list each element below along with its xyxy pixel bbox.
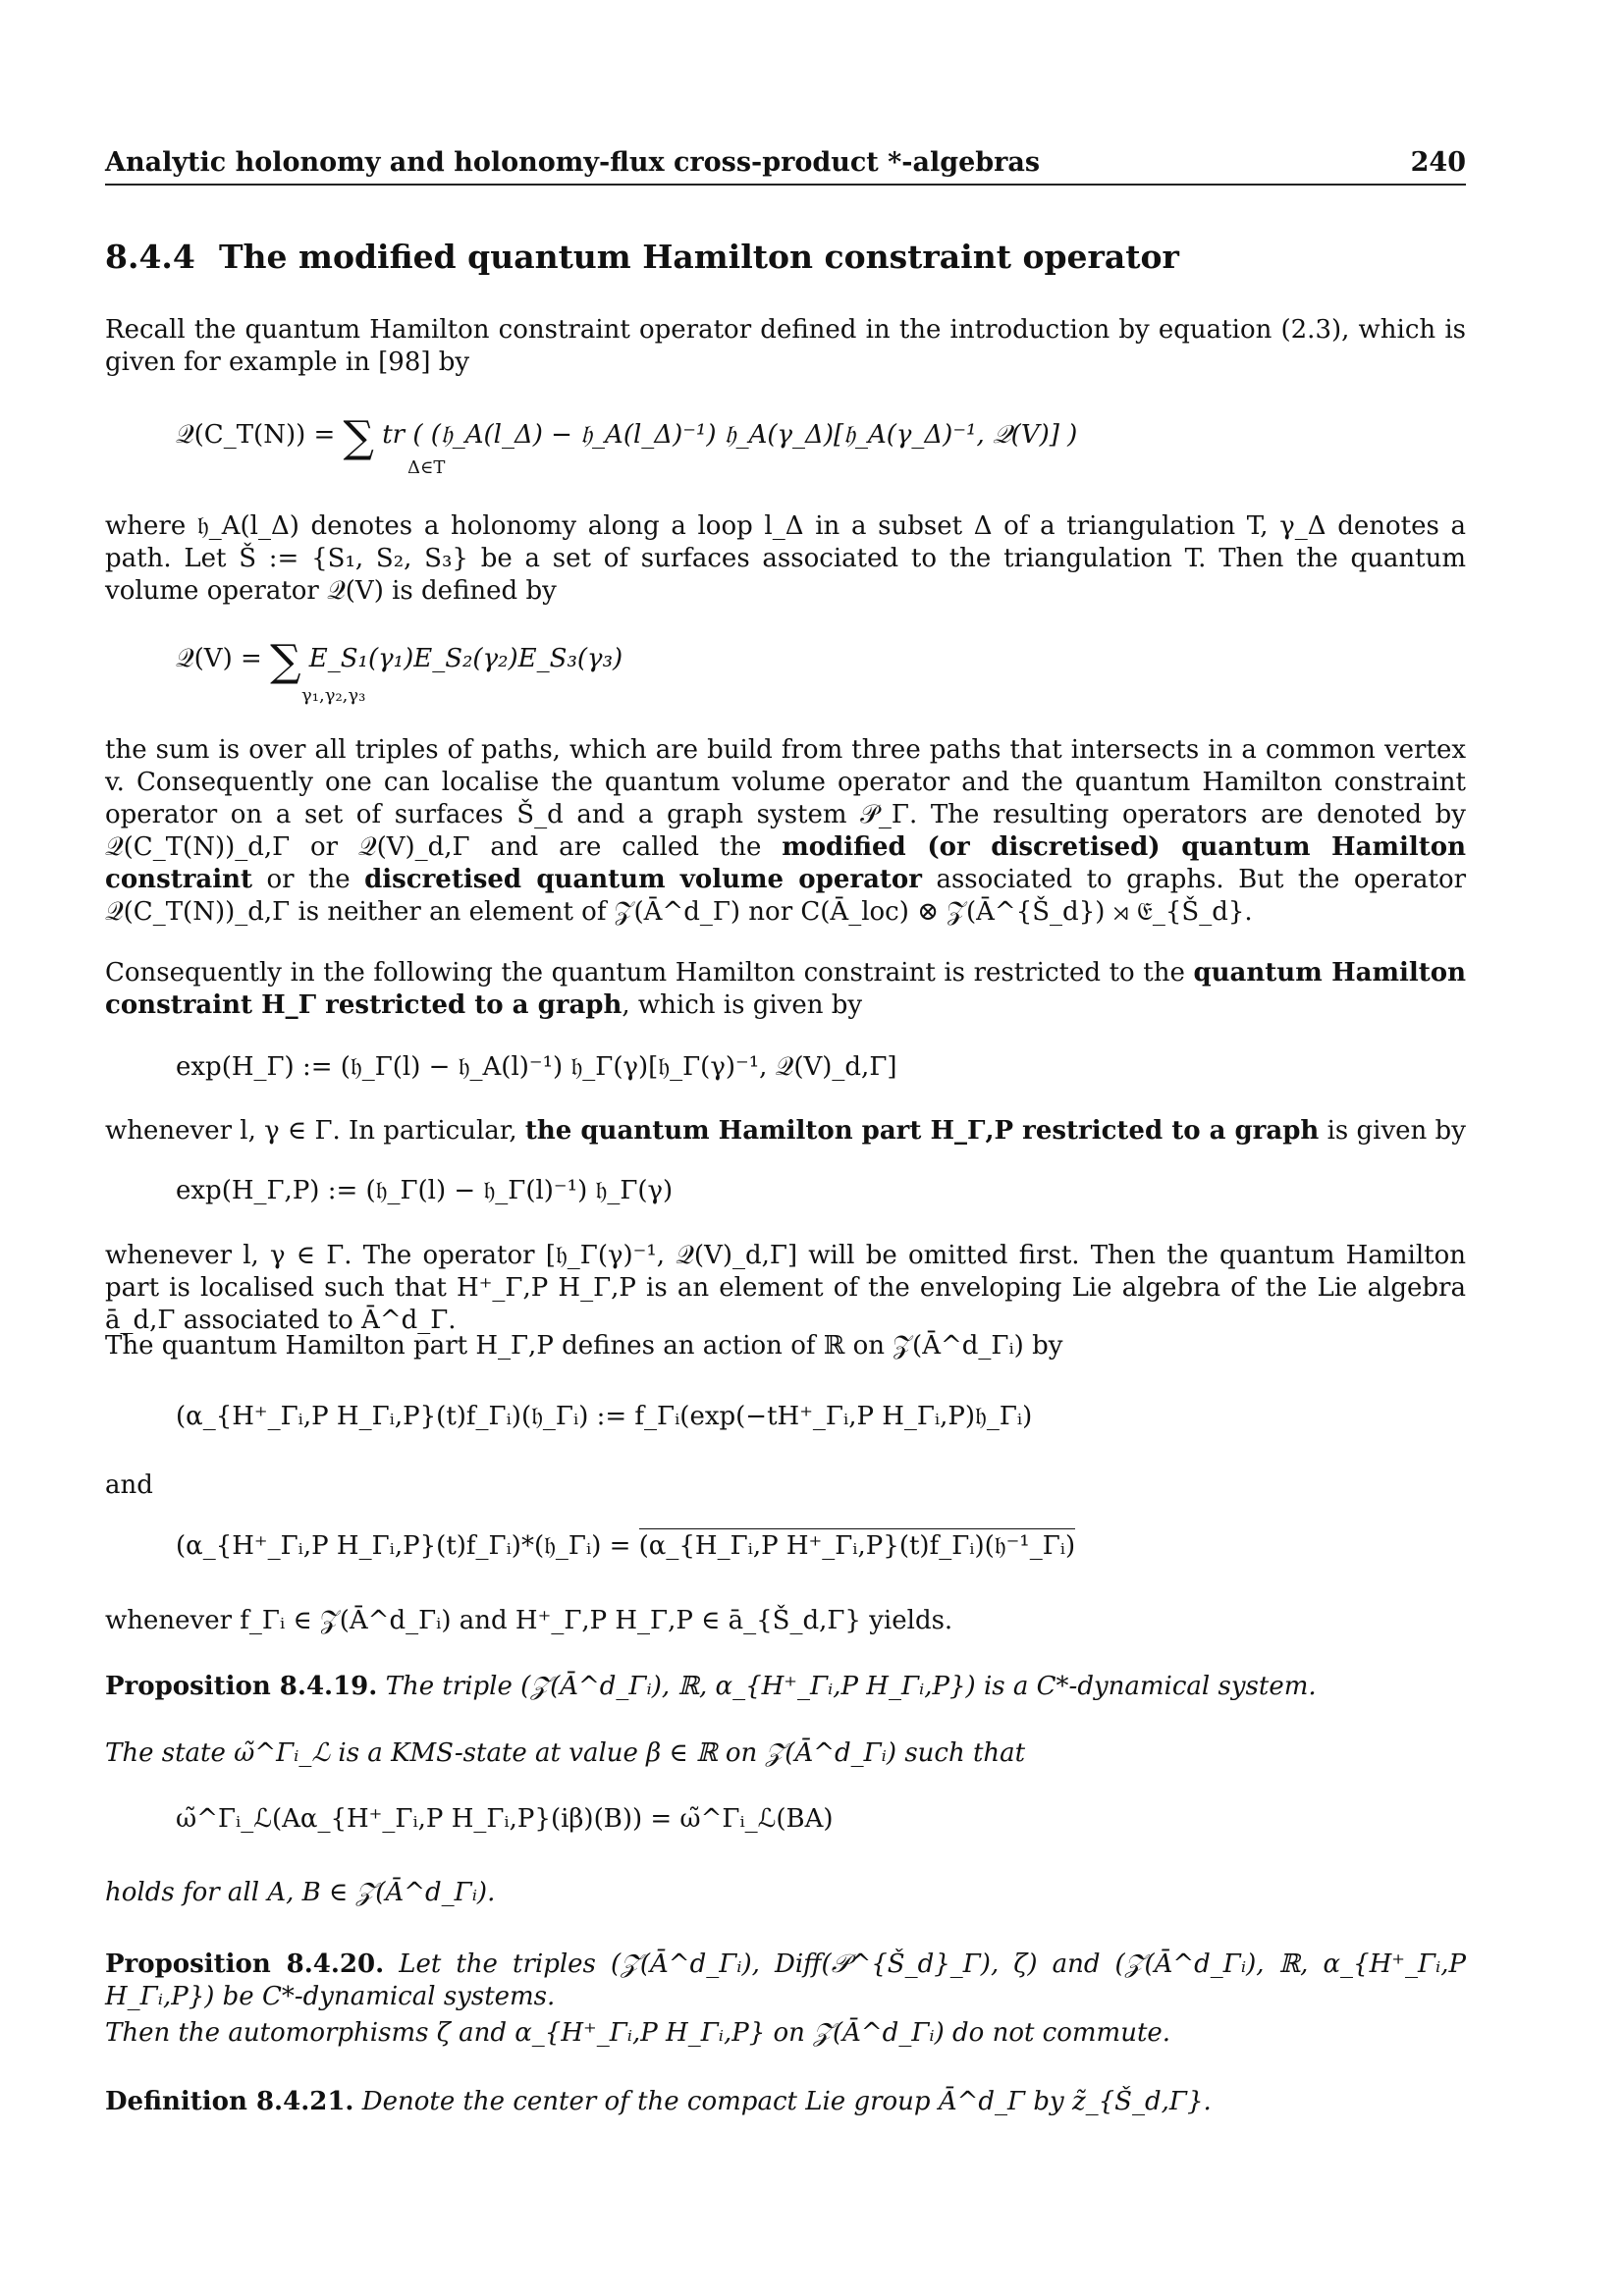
p5-text-a: whenever l, γ ∈ Γ. In particular, (105, 1116, 517, 1146)
eq2-rhs: E_S₁(γ₁)E_S₂(γ₂)E_S₃(γ₃) (308, 644, 623, 673)
prop20-not-commute: Then the automorphisms ζ and α_{H⁺_Γᵢ,P H_Γᵢ,P} on 𝒵(Ā^d_Γᵢ) do not commute. (105, 2018, 1171, 2048)
proposition-8-4-19 (105, 1671, 1466, 1703)
eq1-sum-subscript: Δ∈T (407, 457, 446, 478)
equation-hamilton-constraint (176, 412, 1078, 478)
paragraph-omitted: whenever l, γ ∈ Γ. The operator [𝔥_Γ(γ)⁻¹, 𝒬(V)_d,Γ] will be omitted first. Then the quantum Hamilton part is localised such that H⁺_Γ,P H_Γ,P is an element of the enveloping Lie algebra of the Lie algebra ā_d,Γ associated to Ā^d_Γ. (105, 1241, 1466, 1335)
eq6-rhs-conjugate: (α_{H_Γᵢ,P H⁺_Γᵢ,P}(t)f_Γᵢ)(𝔥⁻¹_Γᵢ) (639, 1528, 1076, 1561)
def21-text: Denote the center of the compact Lie group Ā^d_Γ by z̃_{Š_d,Γ}. (361, 2087, 1212, 2116)
prop20-label: Proposition 8.4.20. (105, 1949, 385, 1979)
paragraph-intro: Recall the quantum Hamilton constraint operator defined in the introduction by equation (2.3), which is given for example in [98] by (105, 315, 1466, 377)
prop19-text: The triple (𝒵(Ā^d_Γᵢ), ℝ, α_{H⁺_Γᵢ,P H_Γᵢ,P}) is a C*-dynamical system. (385, 1672, 1317, 1701)
paragraph-action: The quantum Hamilton part H_Γ,P defines an action of ℝ on 𝒵(Ā^d_Γᵢ) by (105, 1331, 1063, 1361)
p4-bold-term: quantum Hamilton constraint H_Γ restricted to a graph (105, 958, 1467, 1020)
p4-text-a: Consequently in the following the quantum Hamilton constraint is restricted to the (105, 958, 1185, 988)
p3-bold-term-1: modified (or discretised) quantum Hamilton constraint (105, 832, 1466, 894)
equation-exp-h-gamma-p: exp(H_Γ,P) := (𝔥_Γ(l) − 𝔥_Γ(l)⁻¹) 𝔥_Γ(γ) (176, 1176, 674, 1205)
prop19-label: Proposition 8.4.19. (105, 1672, 378, 1701)
equation-alpha-star (176, 1531, 1075, 1562)
running-header (105, 147, 1466, 186)
p3-text-e: associated to graphs. But the operator 𝒬(C_T(N))_d,Γ is neither an element of 𝒵(Ā^d_Γ) nor C(Ā_loc) ⊗ 𝒵(Ā^{Š_d}) ⋊ 𝔈_{Š_d}. (105, 865, 1467, 927)
eq2-sum-symbol: ∑ (270, 636, 301, 686)
eq1-sum-symbol: ∑ (343, 412, 374, 462)
proposition-8-4-20 (105, 1949, 1466, 2013)
eq6-lhs: (α_{H⁺_Γᵢ,P H_Γᵢ,P}(t)f_Γᵢ)*(𝔥_Γᵢ) = (176, 1531, 631, 1561)
section-number: 8.4.4 (105, 238, 195, 276)
section-title: The modified quantum Hamilton constraint operator (219, 238, 1179, 276)
paragraph-yields: whenever f_Γᵢ ∈ 𝒵(Ā^d_Γᵢ) and H⁺_Γ,P H_Γ,P ∈ ā_{Š_d,Γ} yields. (105, 1606, 953, 1635)
p3-bold-term-2: discretised quantum volume operator (364, 865, 922, 894)
equation-alpha-action: (α_{H⁺_Γᵢ,P H_Γᵢ,P}(t)f_Γᵢ)(𝔥_Γᵢ) := f_Γᵢ(exp(−tH⁺_Γᵢ,P H_Γᵢ,P)𝔥_Γᵢ) (176, 1402, 1033, 1431)
eq1-lhs: 𝒬(C_T(N)) = (176, 420, 336, 450)
paragraph-and: and (105, 1470, 153, 1500)
def21-label: Definition 8.4.21. (105, 2087, 354, 2116)
paragraph-hamilton-part (105, 1115, 1466, 1148)
page-number: 240 (1410, 147, 1466, 178)
paragraph-holonomy: where 𝔥_A(l_Δ) denotes a holonomy along a loop l_Δ in a subset Δ of a triangulation T, γ_Δ denotes a path. Let Š := {S₁, S₂, S₃} be a set of surfaces associated to the triangulation T. Then the quantum volume operator 𝒬(V) is defined by (105, 511, 1466, 606)
equation-volume-operator (176, 636, 623, 706)
prop19-kms-state: The state ω̃^Γᵢ_ℒ is a KMS-state at value β ∈ ℝ on 𝒵(Ā^d_Γᵢ) such that (105, 1738, 1026, 1768)
p3-text-a: the sum is over all triples of paths, which are build from three paths that intersects in a common vertex v. Consequently one can localise the quantum volume operator and the quantum Hamilton constraint operator on a set of surfaces Š_d and a graph system 𝒫_Γ. The resulting operators are denoted by 𝒬(C_T(N))_d,Γ or 𝒬(V)_d,Γ and are called the (105, 735, 1466, 862)
eq2-sum-subscript: γ₁,γ₂,γ₃ (301, 685, 366, 706)
definition-8-4-21 (105, 2086, 1466, 2118)
header-title: Analytic holonomy and holonomy-flux cross-product *-algebras (105, 147, 1041, 178)
p5-bold-term: the quantum Hamilton part H_Γ,P restricted to a graph (524, 1116, 1320, 1146)
paragraph-restricted (105, 957, 1466, 1022)
p4-text-c: , which is given by (622, 990, 863, 1020)
eq1-rhs: tr ( (𝔥_A(l_Δ) − 𝔥_A(l_Δ)⁻¹) 𝔥_A(γ_Δ)[𝔥_A(γ_Δ)⁻¹, 𝒬(V)] ) (382, 420, 1078, 450)
p5-text-c: is given by (1326, 1116, 1466, 1146)
eq2-lhs: 𝒬(V) = (176, 644, 262, 673)
p3-text-c: or the (266, 865, 351, 894)
prop19-holds: holds for all A, B ∈ 𝒵(Ā^d_Γᵢ). (105, 1878, 496, 1907)
section-heading (105, 238, 1179, 276)
equation-kms-condition: ω̃^Γᵢ_ℒ(Aα_{H⁺_Γᵢ,P H_Γᵢ,P}(iβ)(B)) = ω̃^Γᵢ_ℒ(BA) (176, 1804, 834, 1834)
paragraph-localise (105, 734, 1466, 929)
equation-exp-h-gamma: exp(H_Γ) := (𝔥_Γ(l) − 𝔥_A(l)⁻¹) 𝔥_Γ(γ)[𝔥_Γ(γ)⁻¹, 𝒬(V)_d,Γ] (176, 1052, 897, 1082)
prop20-text: Let the triples (𝒵(Ā^d_Γᵢ), Diff(𝒫^{Š_d}_Γ), ζ) and (𝒵(Ā^d_Γᵢ), ℝ, α_{H⁺_Γᵢ,P H_Γᵢ,P}) be C*-dynamical systems. (105, 1949, 1466, 2011)
